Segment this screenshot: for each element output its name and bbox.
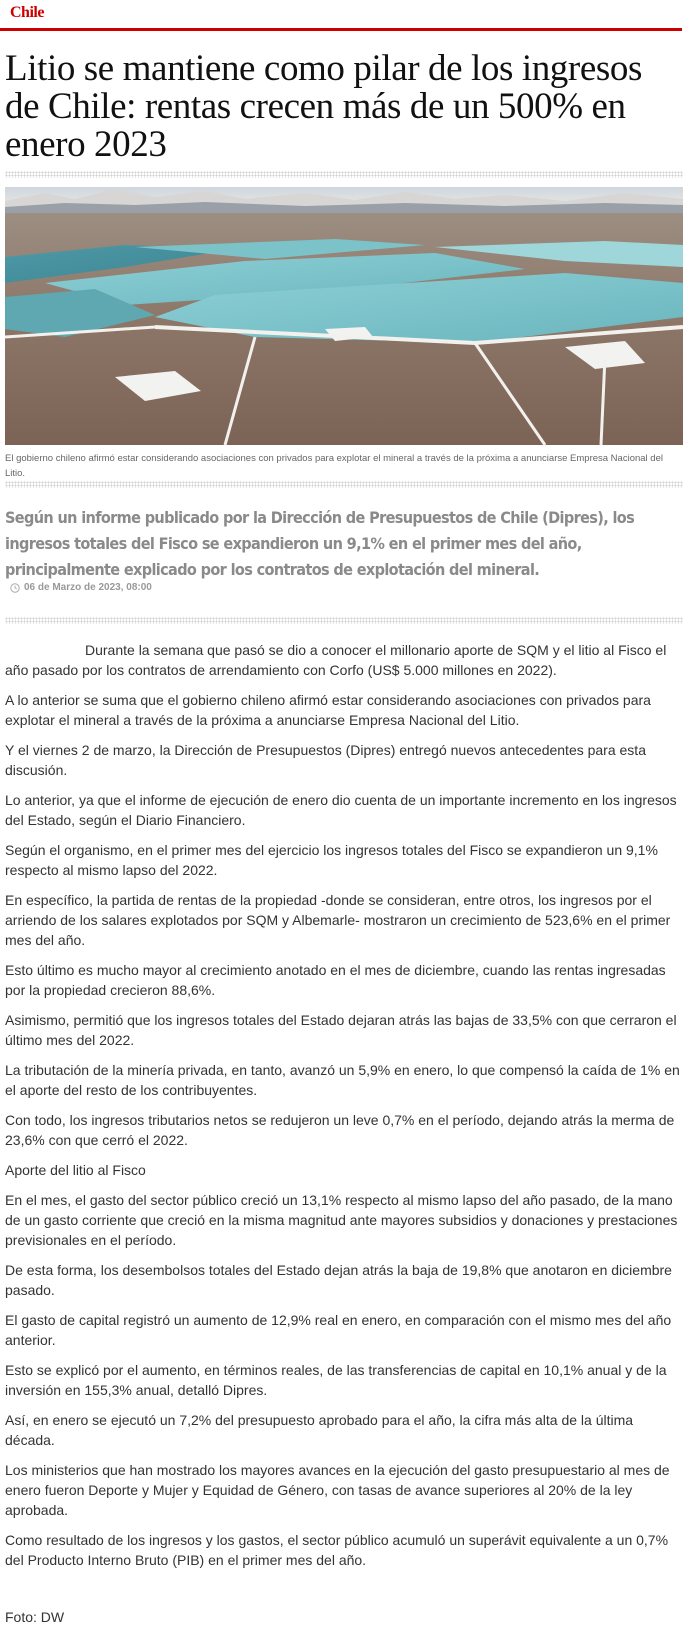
paragraph: Lo anterior, ya que el informe de ejecución de enero dio cuenta de un importante incremento en los ingresos del Estado, según el Diario Financiero. [5, 792, 677, 828]
paragraph: Asimismo, permitió que los ingresos totales del Estado dejaran atrás las bajas de 33,5% con que cerraron el último mes del 2022. [5, 1012, 677, 1048]
paragraph: El gasto de capital registró un aumento de 12,9% real en enero, en comparación con el mismo mes del año anterior. [5, 1312, 672, 1348]
divider [5, 171, 683, 178]
salt-flat-illustration [5, 187, 683, 445]
paragraph: Con todo, los ingresos tributarios netos se redujeron un leve 0,7% en el período, dejando atrás la merma de 23,6% con que cerró el 2022. [5, 1112, 675, 1148]
paragraph: La tributación de la minería privada, en tanto, avanzó un 5,9% en enero, lo que compensó la caída de 1% en el aporte del resto de los contribuyentes. [5, 1062, 680, 1098]
subheading: Aporte del litio al Fisco [5, 1162, 146, 1178]
article-photo [5, 187, 683, 445]
paragraph: Como resultado de los ingresos y los gastos, el sector público acumuló un superávit equivalente a un 0,7% del Producto Interno Bruto (PIB) en el primer mes del año. [5, 1532, 669, 1568]
divider [5, 481, 683, 488]
image-caption: El gobierno chileno afirmó estar considerando asociaciones con privados para explotar el mineral a través de la próxima a anunciarse Empresa Nacional del Litio. [5, 453, 663, 479]
publish-date: 06 de Marzo de 2023, 08:00 [24, 582, 152, 593]
paragraph: Así, en enero se ejecutó un 7,2% del presupuesto aprobado para el año, la cifra más alta de la última década. [5, 1412, 634, 1448]
clock-icon [10, 583, 20, 593]
header-rule [0, 28, 682, 31]
paragraph: Según el organismo, en el primer mes del ejercicio los ingresos totales del Fisco se expandieron un 9,1% respecto al mismo lapso del 2022. [5, 842, 658, 878]
paragraph: Y el viernes 2 de marzo, la Dirección de Presupuestos (Dipres) entregó nuevos antecedentes para esta discusión. [5, 742, 646, 778]
section-label[interactable]: Chile [10, 4, 44, 21]
paragraph: Esto se explicó por el aumento, en términos reales, de las transferencias de capital en 10,1% anual y de la inversión en 155,3% anual, detalló Dipres. [5, 1362, 667, 1398]
paragraph: Esto último es mucho mayor al crecimiento anotado en el mes de diciembre, cuando las rentas ingresadas por la propiedad crecieron 88,6%. [5, 962, 666, 998]
dateline [10, 582, 152, 593]
paragraph: En el mes, el gasto del sector público creció un 13,1% respecto al mismo lapso del año pasado, de la mano de un gasto corriente que creció en la misma magnitud ante mayores subsidios y donaciones y prestaciones previsionales en el período. [5, 1192, 678, 1248]
article-body [5, 640, 683, 1580]
article-title: Litio se mantiene como pilar de los ingresos de Chile: rentas crecen más de un 500% en enero 2023 [5, 48, 642, 165]
top-bar [5, 0, 687, 30]
paragraph: En específico, la partida de rentas de la propiedad -donde se consideran, entre otros, los ingresos por el arriendo de los salares explotados por SQM y Albemarle- mostraron un crecimiento de 523,6% en el primer mes del año. [5, 892, 671, 948]
paragraph: De esta forma, los desembolsos totales del Estado dejan atrás la baja de 19,8% que anotaron en diciembre pasado. [5, 1262, 672, 1298]
paragraph: A lo anterior se suma que el gobierno chileno afirmó estar considerando asociaciones con privados para explotar el mineral a través de la próxima a anunciarse Empresa Nacional del Litio. [5, 692, 651, 728]
paragraph: Los ministerios que han mostrado los mayores avances en la ejecución del gasto presupuestario al mes de enero fueron Deporte y Mujer y Equidad de Género, con tasas de avance superiores al 20% de la ley aprobada. [5, 1462, 670, 1518]
article-lead: Según un informe publicado por la Dirección de Presupuestos de Chile (Dipres), los ingresos totales del Fisco se expandieron un 9,1% en el primer mes del año, principalmente explicado por los contratos de explotación del mineral. [5, 509, 635, 579]
divider [5, 617, 683, 624]
photo-credit: Foto: DW [5, 1609, 65, 1625]
paragraph: Durante la semana que pasó se dio a conocer el millonario aporte de SQM y el litio al Fisco el año pasado por los contratos de arrendamiento con Corfo (US$ 5.000 millones en 2022). [5, 642, 667, 678]
